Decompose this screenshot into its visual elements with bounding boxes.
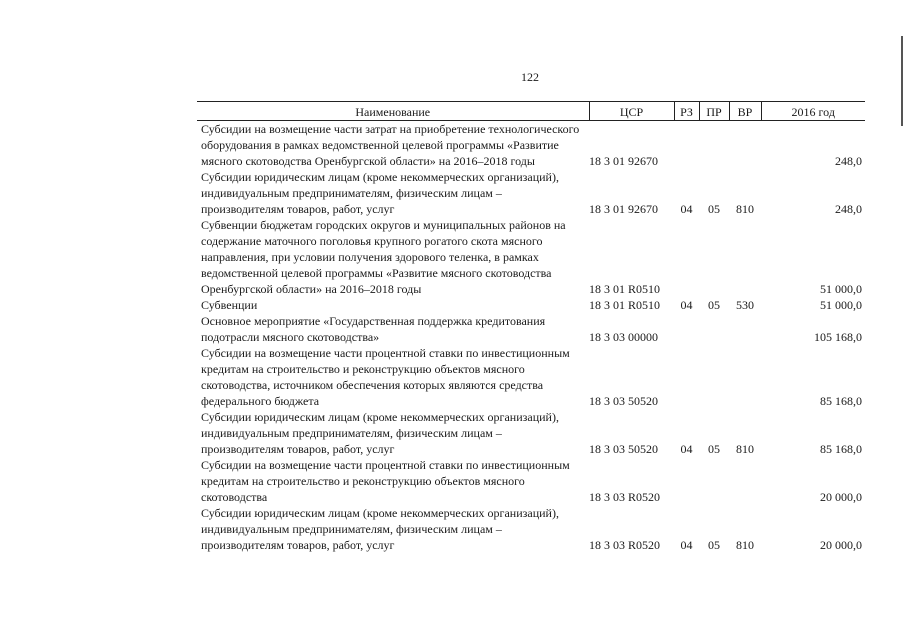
cell-pr [699,121,729,170]
cell-rz [674,217,699,297]
scan-edge-line [901,36,903,126]
budget-table [197,101,865,553]
cell-vr [729,345,761,409]
cell-name: Субсидии юридическим лицам (кроме некоммерческих организаций), индивидуальным предпринимателям, физическим лицам – производителям товаров, работ, услуг [201,410,559,456]
cell-vr: 810 [736,538,754,552]
cell-rz [674,313,699,345]
cell-amount: 248,0 [835,202,862,216]
cell-pr [699,457,729,505]
cell-csr: 18 3 01 92670 [589,202,658,216]
table-row [197,505,865,553]
cell-csr: 18 3 03 R0520 [589,538,661,552]
cell-amount: 85 168,0 [820,394,862,408]
cell-name: Основное мероприятие «Государственная поддержка кредитования подотрасли мясного скотоводства» [201,314,546,344]
cell-csr: 18 3 03 00000 [589,330,658,344]
cell-pr: 05 [708,298,720,312]
cell-amount: 20 000,0 [820,490,862,504]
cell-rz [674,457,699,505]
header-vr: ВР [729,102,761,121]
table-row [197,297,865,313]
cell-pr: 05 [708,538,720,552]
table-body [197,121,865,554]
cell-name: Субсидии на возмещение части процентной ставки по инвестиционным кредитам на строительство и реконструкцию объектов мясного скотоводства [201,458,570,504]
header-rz: РЗ [674,102,699,121]
header-csr: ЦСР [589,102,674,121]
header-name: Наименование [197,102,589,121]
cell-rz [674,121,699,170]
table-row [197,169,865,217]
cell-csr: 18 3 01 92670 [589,154,658,168]
header-pr: ПР [699,102,729,121]
table-row [197,457,865,505]
cell-csr: 18 3 03 50520 [589,442,658,456]
cell-name: Субсидии на возмещение части процентной ставки по инвестиционным кредитам на строительство и реконструкцию объектов мясного скотоводства, источником обеспечения которых являются средства федерального бюджета [201,346,570,408]
cell-pr [699,345,729,409]
cell-name: Субсидии на возмещение части затрат на приобретение технологического оборудования в рамках ведомственной целевой программы «Развитие мясного скотоводства Оренбургской области» на 2016–2018 годы [201,122,580,168]
cell-name: Субсидии юридическим лицам (кроме некоммерческих организаций), индивидуальным предпринимателям, физическим лицам – производителям товаров, работ, услуг [201,170,559,216]
cell-amount: 51 000,0 [820,282,862,296]
table-row [197,313,865,345]
table-row [197,121,865,170]
cell-name: Субсидии юридическим лицам (кроме некоммерческих организаций), индивидуальным предпринимателям, физическим лицам – производителям товаров, работ, услуг [201,506,559,552]
cell-amount: 51 000,0 [820,298,862,312]
cell-amount: 105 168,0 [814,330,862,344]
cell-rz: 04 [680,442,693,456]
cell-pr [699,313,729,345]
table-header-row [197,102,865,121]
cell-vr [729,313,761,345]
header-year: 2016 год [761,102,865,121]
cell-csr: 18 3 03 R0520 [589,490,661,504]
cell-rz: 04 [680,202,693,216]
cell-vr [729,217,761,297]
table-row [197,345,865,409]
cell-rz: 04 [680,538,693,552]
cell-vr [729,457,761,505]
cell-rz [674,345,699,409]
cell-vr [729,121,761,170]
cell-pr: 05 [708,442,720,456]
cell-vr: 810 [736,202,754,216]
table-row [197,409,865,457]
table-row [197,217,865,297]
cell-amount: 85 168,0 [820,442,862,456]
cell-pr [699,217,729,297]
cell-name: Субвенции [201,298,258,312]
page-number: 122 [521,70,539,84]
cell-csr: 18 3 03 50520 [589,394,658,408]
cell-amount: 20 000,0 [820,538,862,552]
cell-vr: 530 [736,298,754,312]
cell-vr: 810 [736,442,754,456]
cell-csr: 18 3 01 R0510 [589,282,661,296]
cell-pr: 05 [708,202,720,216]
cell-name: Субвенции бюджетам городских округов и муниципальных районов на содержание маточного поголовья крупного рогатого скота мясного направления, при условии получения здорового теленка, в рамках ведомственной целевой программы «Развитие мясного скотоводства Оренбургской области» на 2016–2018 годы [201,218,566,296]
cell-amount: 248,0 [835,154,862,168]
cell-rz: 04 [680,298,693,312]
cell-csr: 18 3 01 R0510 [589,298,661,312]
